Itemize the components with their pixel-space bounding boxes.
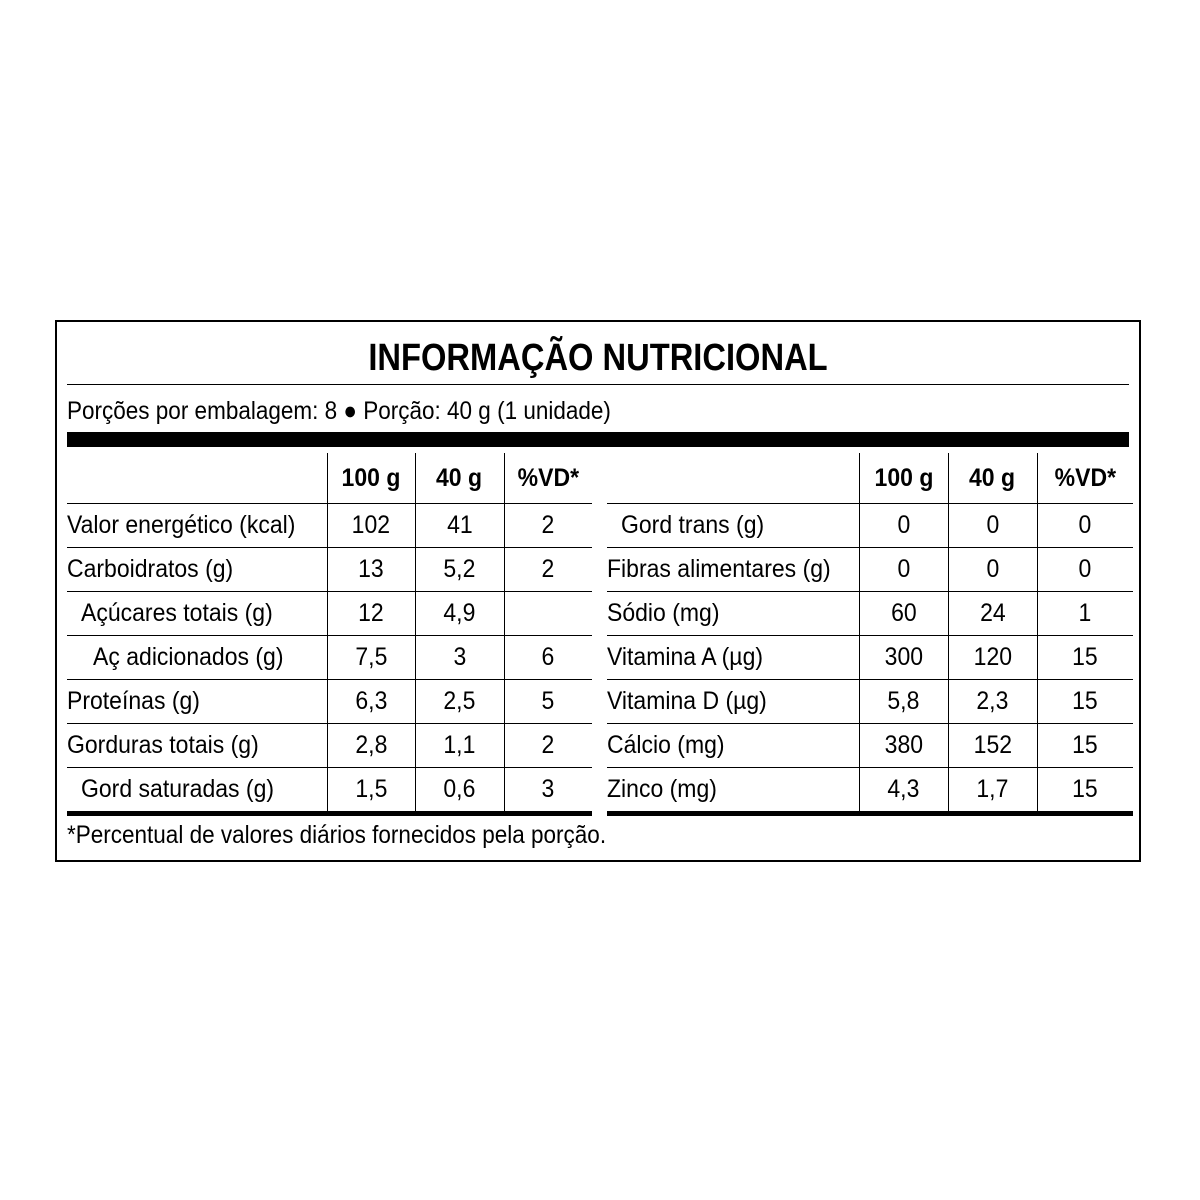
value-40g-cell (415, 548, 504, 592)
nutrient-label: Aç adicionados (g) (93, 643, 284, 671)
value-100g-cell (327, 724, 415, 768)
value-100g: 1,5 (355, 775, 387, 803)
value-40g-cell (415, 636, 504, 680)
value-40g: 2,5 (443, 687, 476, 715)
value-100g: 12 (358, 599, 384, 627)
header-vd (1037, 453, 1133, 504)
nutrient-label: Vitamina D (µg) (607, 687, 767, 715)
header-blank-cell (67, 453, 327, 504)
value-100g-cell (859, 768, 948, 814)
value-vd: 15 (1072, 687, 1099, 715)
value-vd-cell (504, 768, 592, 814)
nutrition-table-left (67, 453, 592, 816)
value-100g-cell (327, 680, 415, 724)
value-40g-cell (948, 724, 1037, 768)
value-40g: 2,3 (976, 687, 1009, 715)
value-40g-cell (948, 636, 1037, 680)
value-100g-cell (327, 592, 415, 636)
table-row (67, 548, 592, 592)
value-100g-cell (327, 636, 415, 680)
serving-info: Porções por embalagem: 8 ● Porção: 40 g (1 unidade) (67, 397, 611, 425)
value-100g-cell (859, 592, 948, 636)
header-row (607, 453, 1133, 504)
value-vd: 0 (1078, 555, 1092, 583)
value-vd-cell (504, 592, 592, 636)
value-40g: 0,6 (443, 775, 476, 803)
table-row (67, 680, 592, 724)
table-row (607, 768, 1133, 814)
header-40g (415, 453, 504, 504)
table-row (67, 636, 592, 680)
value-40g: 1,1 (443, 731, 476, 759)
nutrient-label: Gorduras totais (g) (67, 731, 259, 759)
header-blank-cell (607, 453, 859, 504)
value-100g: 13 (358, 555, 384, 583)
value-vd-cell (504, 548, 592, 592)
header-row (67, 453, 592, 504)
nutrient-label: Vitamina A (µg) (607, 643, 764, 671)
value-100g: 300 (884, 643, 923, 671)
value-40g: 5,2 (443, 555, 476, 583)
value-100g: 5,8 (887, 687, 920, 715)
nutrient-label: Gord saturadas (g) (81, 775, 275, 803)
nutrient-label-cell (67, 768, 327, 814)
column-header-label: %VD* (517, 463, 579, 492)
nutrient-label-cell (607, 680, 859, 724)
table-row (607, 548, 1133, 592)
title-divider (67, 384, 1129, 385)
footnote: *Percentual de valores diários fornecidos pela porção. (67, 821, 607, 849)
table-row (67, 768, 592, 814)
value-100g-cell (327, 504, 415, 548)
value-40g-cell (948, 548, 1037, 592)
nutrient-label: Zinco (mg) (607, 775, 717, 803)
value-vd-cell (504, 724, 592, 768)
table-row (67, 592, 592, 636)
value-40g-cell (415, 592, 504, 636)
nutrient-label: Valor energético (kcal) (67, 511, 296, 539)
header-100g (327, 453, 415, 504)
nutrient-label: Gord trans (g) (621, 511, 765, 539)
value-vd-cell (1037, 504, 1133, 548)
header-40g (948, 453, 1037, 504)
value-40g: 120 (973, 643, 1012, 671)
value-100g: 4,3 (887, 775, 920, 803)
value-vd: 6 (541, 643, 555, 671)
value-40g-cell (415, 680, 504, 724)
nutrient-label-cell (607, 504, 859, 548)
value-vd: 2 (541, 731, 555, 759)
value-vd: 3 (541, 775, 555, 803)
value-100g: 7,5 (355, 643, 387, 671)
value-40g-cell (415, 504, 504, 548)
nutrient-label: Fibras alimentares (g) (607, 555, 831, 583)
nutrient-label: Proteínas (g) (67, 687, 200, 715)
nutrient-label: Açúcares totais (g) (81, 599, 273, 627)
value-40g-cell (948, 680, 1037, 724)
nutrient-label: Carboidratos (g) (67, 555, 234, 583)
value-100g-cell (859, 724, 948, 768)
value-vd: 5 (541, 687, 555, 715)
nutrition-table-right (607, 453, 1133, 816)
value-vd-cell (504, 636, 592, 680)
table-body-left (67, 453, 592, 814)
table-row (67, 724, 592, 768)
value-40g: 41 (446, 511, 473, 539)
value-vd: 15 (1072, 731, 1099, 759)
nutrient-label-cell (67, 724, 327, 768)
value-vd-cell (1037, 680, 1133, 724)
table-body-right (607, 453, 1133, 814)
column-header-label: 100 g (874, 463, 933, 492)
value-vd-cell (1037, 768, 1133, 814)
nutrition-facts-panel (55, 320, 1141, 862)
value-40g-cell (415, 768, 504, 814)
value-vd: 2 (541, 555, 555, 583)
value-100g-cell (859, 504, 948, 548)
value-vd-cell (1037, 636, 1133, 680)
value-100g: 380 (884, 731, 923, 759)
value-100g: 0 (897, 511, 910, 539)
nutrient-label-cell (607, 548, 859, 592)
value-100g-cell (859, 548, 948, 592)
table-row (67, 504, 592, 548)
nutrient-label-cell (607, 592, 859, 636)
table-row (607, 636, 1133, 680)
value-vd: 2 (541, 511, 555, 539)
value-40g: 24 (979, 599, 1006, 627)
value-vd-cell (504, 680, 592, 724)
column-header-label: 100 g (341, 463, 401, 492)
value-vd-cell (1037, 592, 1133, 636)
value-40g: 0 (986, 511, 999, 539)
value-40g: 1,7 (976, 775, 1009, 803)
table-row (607, 592, 1133, 636)
value-40g: 3 (453, 643, 466, 671)
value-vd-cell (1037, 548, 1133, 592)
nutrient-label-cell (607, 636, 859, 680)
table-row (607, 680, 1133, 724)
value-40g: 4,9 (443, 599, 476, 627)
value-100g: 60 (890, 599, 917, 627)
header-vd (504, 453, 592, 504)
nutrient-label-cell (67, 592, 327, 636)
column-header-label: 40 g (969, 463, 1016, 492)
table-row (607, 724, 1133, 768)
nutrient-label-cell (67, 636, 327, 680)
value-100g-cell (859, 680, 948, 724)
nutrient-label: Sódio (mg) (607, 599, 720, 627)
value-vd-cell (504, 504, 592, 548)
value-vd: 0 (1078, 511, 1092, 539)
value-40g-cell (948, 768, 1037, 814)
table-row (607, 504, 1133, 548)
value-100g: 2,8 (355, 731, 387, 759)
nutrient-label-cell (607, 724, 859, 768)
value-40g-cell (948, 592, 1037, 636)
nutrient-label-cell (67, 504, 327, 548)
nutrient-label-cell (607, 768, 859, 814)
value-vd: 15 (1072, 643, 1099, 671)
nutrient-label-cell (67, 548, 327, 592)
value-40g: 0 (986, 555, 999, 583)
value-100g: 0 (897, 555, 910, 583)
header-100g (859, 453, 948, 504)
value-40g-cell (415, 724, 504, 768)
value-100g-cell (327, 768, 415, 814)
value-vd: 15 (1072, 775, 1099, 803)
column-header-label: %VD* (1054, 463, 1116, 492)
value-100g-cell (327, 548, 415, 592)
value-100g: 102 (351, 511, 391, 539)
value-vd-cell (1037, 724, 1133, 768)
column-header-label: 40 g (436, 463, 483, 492)
nutrient-label: Cálcio (mg) (607, 731, 725, 759)
value-40g-cell (948, 504, 1037, 548)
panel-title: INFORMAÇÃO NUTRICIONAL (368, 337, 828, 379)
thick-divider (67, 432, 1129, 447)
nutrient-label-cell (67, 680, 327, 724)
value-40g: 152 (973, 731, 1012, 759)
value-100g: 6,3 (355, 687, 387, 715)
value-100g-cell (859, 636, 948, 680)
value-vd: 1 (1078, 599, 1092, 627)
